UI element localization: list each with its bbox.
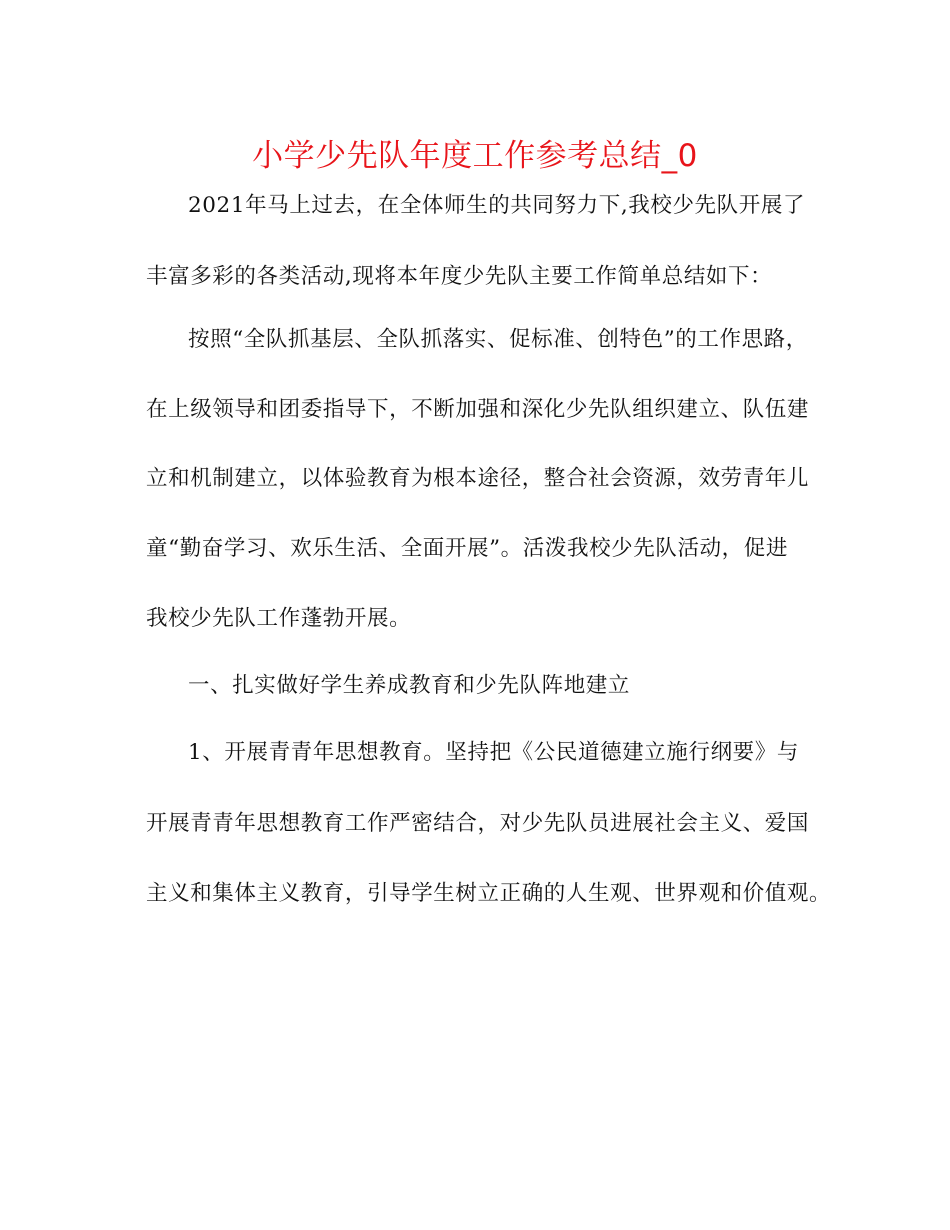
paragraph-line: 立和机制建立，以体验教育为根本途径，整合社会资源，效劳青年儿	[146, 466, 810, 491]
paragraph-line: 主义和集体主义教育，引导学生树立正确的人生观、世界观和价值观。	[146, 881, 832, 906]
paragraph-line: 按照“全队抓基层、全队抓落实、促标准、创特色”的工作思路，	[188, 327, 808, 352]
paragraph-line: 1、开展青青年思想教育。坚持把《公民道德建立施行纲要》与	[188, 740, 799, 765]
document-title: 小学少先队年度工作参考总结_0	[252, 138, 698, 174]
paragraph-line: 我校少先队工作蓬勃开展。	[146, 606, 412, 631]
paragraph-line: 童“勤奋学习、欢乐生活、全面开展”。活泼我校少先队活动，促进	[146, 536, 788, 561]
paragraph-line: 在上级领导和团委指导下，不断加强和深化少先队组织建立、队伍建	[146, 397, 810, 422]
paragraph-line: 2021年马上过去，在全体师生的共同努力下,我校少先队开展了	[188, 193, 806, 218]
paragraph-line: 开展青青年思想教育工作严密结合，对少先队员进展社会主义、爱国	[146, 811, 810, 836]
paragraph-line: 丰富多彩的各类活动,现将本年度少先队主要工作简单总结如下：	[146, 264, 773, 289]
section-heading: 一、扎实做好学生养成教育和少先队阵地建立	[188, 673, 631, 698]
